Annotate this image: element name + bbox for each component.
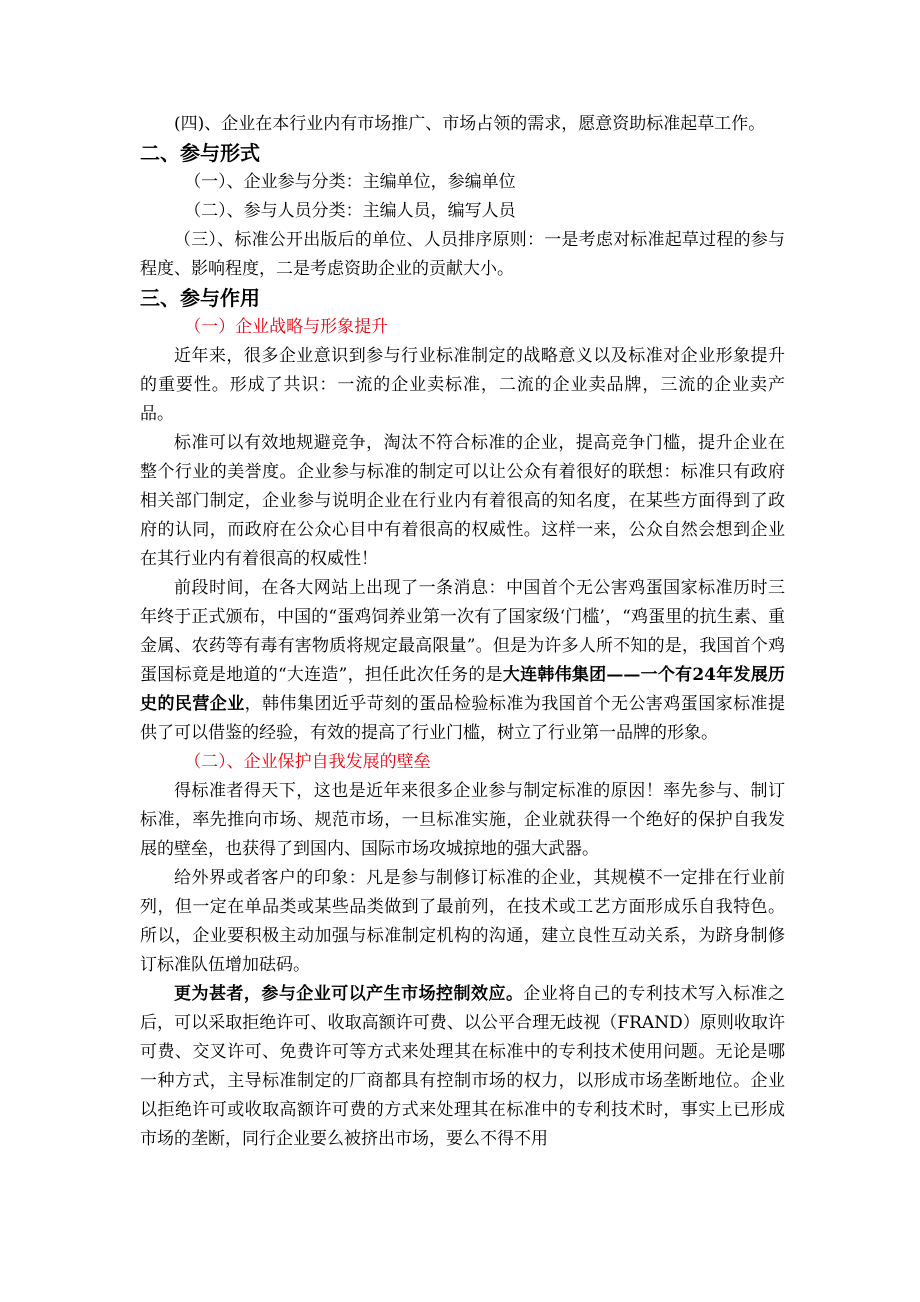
subheading-self-protection: （二）、企业保护自我发展的壁垒 — [184, 752, 431, 772]
paragraph-standard-wins-world: 得标准者得天下，这也是近年来很多企业参与制定标准的原因！率先参与、制订标准，率先推向市场、规范市场，一旦标准实施，企业就获得一个绝好的保护自我发展的壁垒，也获得了到国内、国际市场攻城掠地的强大武器。 — [140, 781, 785, 859]
paragraph-egg-standard — [140, 574, 785, 748]
list-item-personnel-category: （二）、参与人员分类：主编人员，编写人员 — [184, 201, 516, 221]
paragraph-four: (四)、企业在本行业内有市场推广、市场占领的需求，愿意资助标准起草工作。 — [174, 114, 766, 134]
paragraph-recent-years: 近年来，很多企业意识到参与行业标准制定的战略意义以及标准对企业形象提升的重要性。形成了共识：一流的企业卖标准，二流的企业卖品牌，三流的企业卖产品。 — [140, 346, 785, 424]
subheading-strategy-image: （一）企业战略与形象提升 — [184, 317, 389, 337]
market-control-bold-lead: 更为甚者，参与企业可以产生市场控制效应。 — [174, 984, 524, 1004]
list-item-enterprise-category: （一）、企业参与分类：主编单位，参编单位 — [184, 172, 516, 192]
list-item-ordering-principle: （三）、标准公开出版后的单位、人员排序原则：一是考虑对标准起草过程的参与程度、影响程度，二是考虑资助企业的贡献大小。 — [140, 230, 785, 279]
document-page — [140, 110, 785, 1154]
section-heading-participation-form: 二、参与形式 — [140, 141, 260, 165]
egg-standard-text-1: 前段时间，在各大网站上出现了一条消息：中国首个无公害鸡蛋国家标准历时三年终于正式颁布，中国的“蛋鸡饲养业第一次有了国家级‘门槛’，“鸡蛋里的抗生素、重金属、农药等有毒有害物质将规定最高限量”。但是为许多人所不知的是，我国首个鸡蛋国标竟是地道的“大连造”，担任此次任务的是 — [140, 578, 785, 685]
egg-standard-bold-company: 大连韩伟集团——一个有24年发展历史的民营企业 — [140, 665, 785, 714]
paragraph-impression-on-customers: 给外界或者客户的印象：凡是参与制修订标准的企业，其规模不一定排在行业前列，但一定在单品类或某些品类做到了最前列，在技术或工艺方面形成乐自我特色。所以，企业要积极主动加强与标准制定机构的沟通，建立良性互动关系，为跻身制修订标准队伍增加砝码。 — [140, 868, 785, 975]
paragraph-standards-avoid-competition: 标准可以有效地规避竞争，淘汰不符合标准的企业，提高竞争门槛，提升企业在整个行业的美誉度。企业参与标准的制定可以让公众有着很好的联想：标准只有政府相关部门制定，企业参与说明企业在行业内有着很高的知名度，在某些方面得到了政府的认同，而政府在公众心目中有着很高的权威性。这样一来，公众自然会想到企业在其行业内有着很高的权威性！ — [140, 433, 785, 569]
egg-standard-text-2: ，韩伟集团近乎苛刻的蛋品检验标准为我国首个无公害鸡蛋国家标准提供了可以借鉴的经验，有效的提高了行业门槛，树立了行业第一品牌的形象。 — [140, 694, 786, 743]
paragraph-market-control — [140, 980, 785, 1154]
market-control-text: 企业将自己的专利技术写入标准之后，可以采取拒绝许可、收取高额许可费、以公平合理无歧视（FRAND）原则收取许可费、交叉许可、免费许可等方式来处理其在标准中的专利技术使用问题。无论是哪一种方式，主导标准制定的厂商都具有控制市场的权力，以形成市场垄断地位。企业以拒绝许可或收取高额许可费的方式来处理其在标准中的专利技术时，事实上已形成市场的垄断，同行企业要么被挤出市场，要么不得不用 — [140, 984, 786, 1149]
section-heading-participation-effect: 三、参与作用 — [140, 286, 260, 310]
